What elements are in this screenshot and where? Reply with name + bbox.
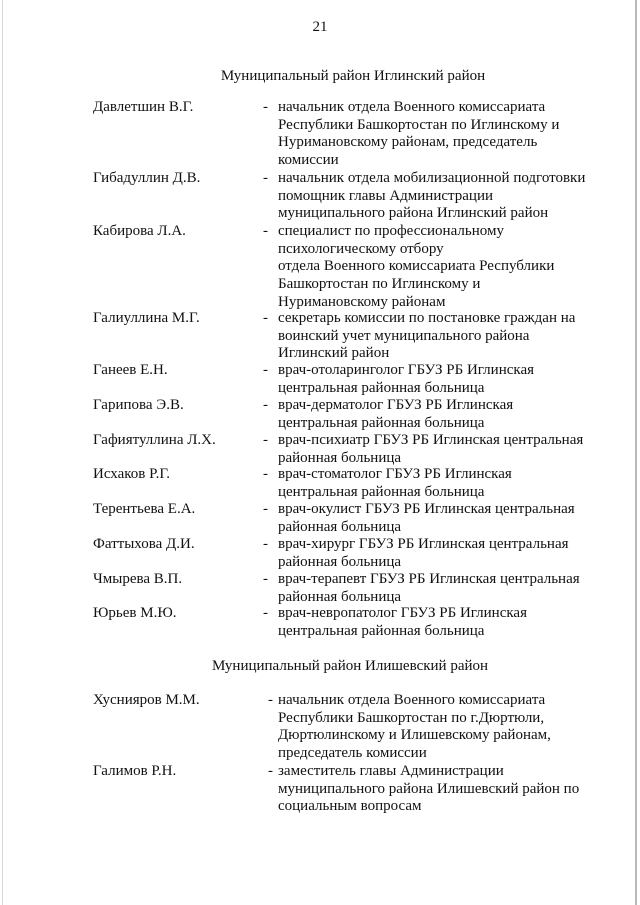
member-role (278, 362, 598, 397)
role-line: Нуримановскому районам, председатель (278, 134, 538, 151)
dash-separator: - (268, 763, 273, 779)
member-name: Ганеев Е.Н. (93, 362, 168, 378)
role-line: районная больница (278, 588, 402, 605)
member-role (278, 432, 598, 467)
dash-separator: - (263, 397, 268, 413)
member-role (278, 466, 598, 501)
role-line: врач-окулист ГБУЗ РБ Иглинская центральная (278, 501, 575, 517)
member-name: Юрьев М.Ю. (93, 605, 177, 621)
role-line: муниципального района Илишевский район по (278, 780, 580, 797)
role-line: помощник главы Администрации (278, 187, 493, 204)
member-role (278, 310, 598, 363)
role-line: специалист по профессиональному (278, 223, 504, 239)
member-name: Давлетшин В.Г. (93, 99, 194, 115)
member-role (278, 763, 598, 816)
member-name: Терентьева Е.А. (93, 501, 196, 517)
role-line: врач-терапевт ГБУЗ РБ Иглинская центральная (278, 571, 580, 587)
role-line: муниципального района Иглинский район (278, 205, 549, 222)
member-name: Исхаков Р.Г. (93, 466, 171, 482)
role-line: Республики Башкортостан по г.Дюртюли, (278, 709, 545, 726)
dash-separator: - (263, 170, 268, 186)
section-title-ilishevsky: Муниципальный район Илишевский район (211, 658, 489, 674)
role-line: врач-хирург ГБУЗ РБ Иглинская центральная (278, 536, 569, 552)
dash-separator: - (263, 362, 268, 378)
member-name: Галиуллина М.Г. (93, 310, 200, 326)
role-line: Нуримановскому районам (278, 293, 446, 310)
role-line: психологическому отбору (278, 240, 444, 257)
role-line: Башкортостан по Иглинскому и (278, 276, 481, 293)
member-role (278, 692, 598, 763)
member-name: Кабирова Л.А. (93, 223, 186, 239)
role-line: центральная районная больница (278, 622, 485, 639)
dash-separator: - (268, 692, 273, 708)
member-role (278, 170, 598, 223)
role-line: районная больница (278, 449, 402, 466)
role-line: врач-дерматолог ГБУЗ РБ Иглинская (278, 397, 514, 413)
dash-separator: - (263, 432, 268, 448)
member-name: Чмырева В.П. (93, 571, 183, 587)
page-number: 21 (312, 19, 328, 35)
member-role (278, 571, 598, 606)
section-title-iglinsky: Муниципальный район Иглинский район (220, 68, 486, 84)
role-line: Иглинский район (278, 345, 390, 362)
member-role (278, 397, 598, 432)
member-name: Гарипова Э.В. (93, 397, 184, 413)
role-line: воинский учет муниципального района (278, 327, 530, 344)
role-line: комиссии (278, 152, 339, 169)
role-line: начальник отдела мобилизационной подготовки (278, 170, 586, 186)
role-line: врач-невропатолог ГБУЗ РБ Иглинская (278, 605, 527, 621)
dash-separator: - (263, 571, 268, 587)
role-line: заместитель главы Администрации (278, 763, 504, 779)
role-line: центральная районная больница (278, 414, 485, 431)
dash-separator: - (263, 466, 268, 482)
member-name: Хуснияров М.М. (93, 692, 200, 708)
role-line: социальным вопросам (278, 798, 422, 815)
role-line: начальник отдела Военного комиссариата (278, 99, 546, 115)
member-name: Фаттыхова Д.И. (93, 536, 195, 552)
member-role (278, 223, 598, 312)
member-role (278, 501, 598, 536)
role-line: врач-отоларинголог ГБУЗ РБ Иглинская (278, 362, 534, 378)
role-line: врач-стоматолог ГБУЗ РБ Иглинская (278, 466, 512, 482)
role-line: центральная районная больница (278, 379, 485, 396)
member-role (278, 605, 598, 640)
member-name: Галимов Р.Н. (93, 763, 177, 779)
member-role (278, 99, 598, 170)
role-line: отдела Военного комиссариата Республики (278, 258, 555, 275)
dash-separator: - (263, 536, 268, 552)
scan-edge-right (635, 0, 637, 905)
member-name: Гафиятуллина Л.Х. (93, 432, 216, 448)
dash-separator: - (263, 223, 268, 239)
role-line: врач-психиатр ГБУЗ РБ Иглинская центральная (278, 432, 584, 448)
dash-separator: - (263, 99, 268, 115)
role-line: Дюртюлинскому и Илишевскому районам, (278, 727, 551, 744)
role-line: Республики Башкортостан по Иглинскому и (278, 116, 560, 133)
role-line: председатель комиссии (278, 745, 427, 762)
dash-separator: - (263, 605, 268, 621)
member-role (278, 536, 598, 571)
member-name: Гибадуллин Д.В. (93, 170, 201, 186)
role-line: начальник отдела Военного комиссариата (278, 692, 546, 708)
scan-edge-left (2, 0, 3, 905)
dash-separator: - (263, 310, 268, 326)
role-line: секретарь комиссии по постановке граждан на (278, 310, 576, 326)
dash-separator: - (263, 501, 268, 517)
role-line: центральная районная больница (278, 483, 485, 500)
role-line: районная больница (278, 553, 402, 570)
role-line: районная больница (278, 518, 402, 535)
